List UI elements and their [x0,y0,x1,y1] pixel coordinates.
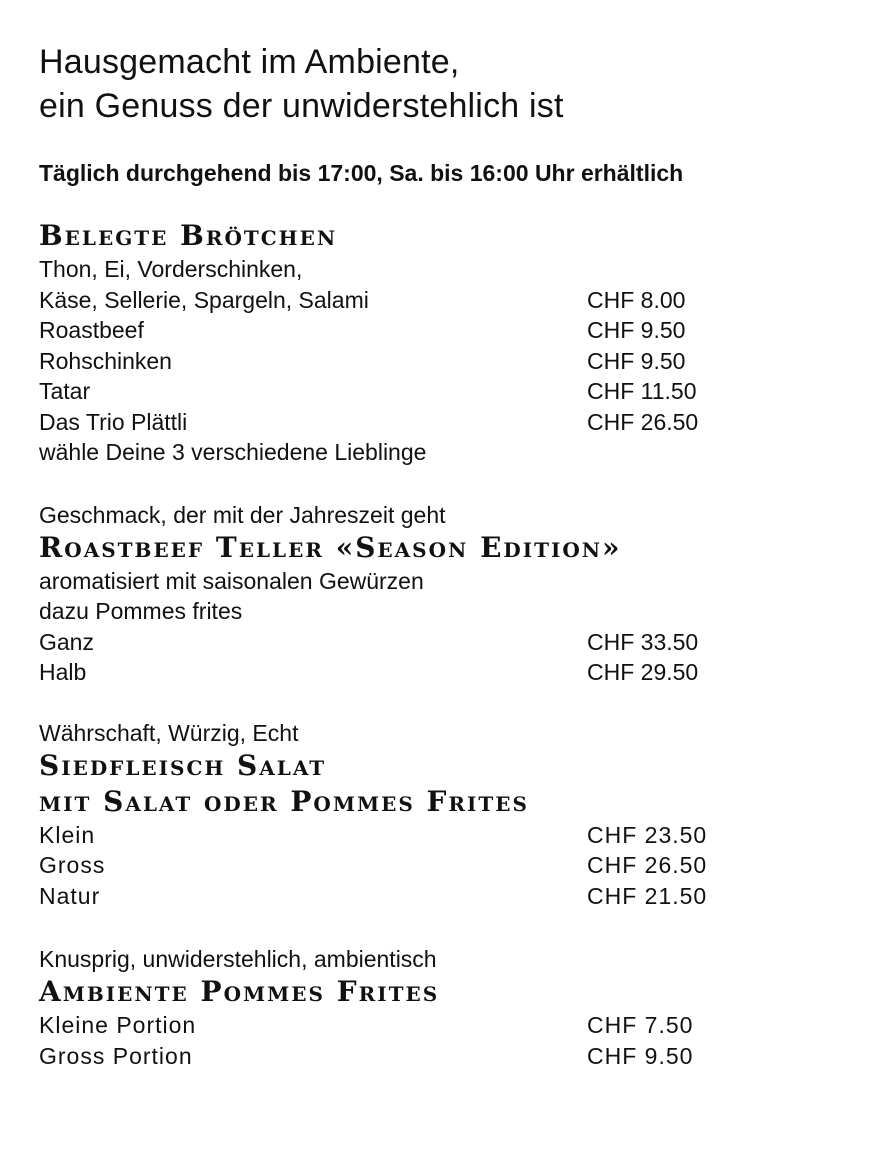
item-price: CHF 9.50 [587,347,686,374]
section-note: wähle Deine 3 verschiedene Lieblinge [39,439,427,465]
item-price: CHF 9.50 [587,317,686,343]
item-price: CHF 26.50 [587,408,699,435]
menu-item [39,850,859,881]
item-name: Gross Portion [39,1042,193,1069]
item-name: Halb [39,659,87,685]
item-name: Das Trio Plättli [39,408,188,435]
item-price: CHF 21.50 [587,882,708,909]
item-name: Klein [39,821,96,848]
section-description: aromatisiert mit saisonalen Gewürzen [39,567,424,594]
item-price: CHF 11.50 [587,378,697,404]
menu-item [39,285,859,316]
item-name: Natur [39,882,101,909]
item-price: CHF 23.50 [587,821,708,848]
menu-item [39,1010,859,1041]
section-belegte-broetchen [39,218,859,468]
menu-item [39,820,859,851]
item-price: CHF 26.50 [587,852,708,878]
section-tagline: Knusprig, unwiderstehlich, ambientisch [39,946,437,972]
menu-item [39,627,859,658]
headline-line-2: ein Genuss der unwiderstehlich ist [39,87,564,125]
menu-item [39,1041,859,1072]
item-price: CHF 7.50 [587,1012,694,1038]
section-siedfleisch-salat [39,718,859,912]
section-title: Belegte Brötchen [39,219,338,252]
headline-line-1: Hausgemacht im Ambiente, [39,43,460,81]
section-description: dazu Pommes frites [39,598,243,624]
menu-item [39,407,859,438]
section-title: Roastbeef Teller «Season Edition» [39,530,622,564]
item-price: CHF 9.50 [587,1042,694,1069]
section-title: Siedfleisch Salat [39,748,327,782]
section-tagline: Währschaft, Würzig, Echt [39,719,299,746]
section-title: Ambiente Pommes Frites [39,975,440,1008]
menu-page [39,40,859,1071]
item-price: CHF 33.50 [587,628,699,655]
section-tagline: Geschmack, der mit der Jahreszeit geht [39,501,446,528]
section-roastbeef-teller [39,500,859,688]
item-price: CHF 8.00 [587,286,686,313]
page-title [39,40,859,128]
section-description: Thon, Ei, Vorderschinken, [39,256,303,282]
item-name: Rohschinken [39,347,172,374]
menu-item [39,376,859,407]
menu-item [39,315,859,346]
item-name: Roastbeef [39,317,144,343]
item-name: Gross [39,852,106,878]
item-name: Tatar [39,378,91,404]
item-name: Ganz [39,628,94,655]
menu-item [39,881,859,912]
item-name: Kleine Portion [39,1012,197,1038]
menu-item [39,657,859,688]
item-name: Käse, Sellerie, Spargeln, Salami [39,286,369,313]
section-subtitle: mit Salat oder Pommes Frites [39,784,529,818]
item-price: CHF 29.50 [587,659,699,685]
section-ambiente-pommes-frites [39,944,859,1071]
menu-item [39,346,859,377]
availability-note: Täglich durchgehend bis 17:00, Sa. bis 16:00 Uhr erhältlich [39,160,684,186]
